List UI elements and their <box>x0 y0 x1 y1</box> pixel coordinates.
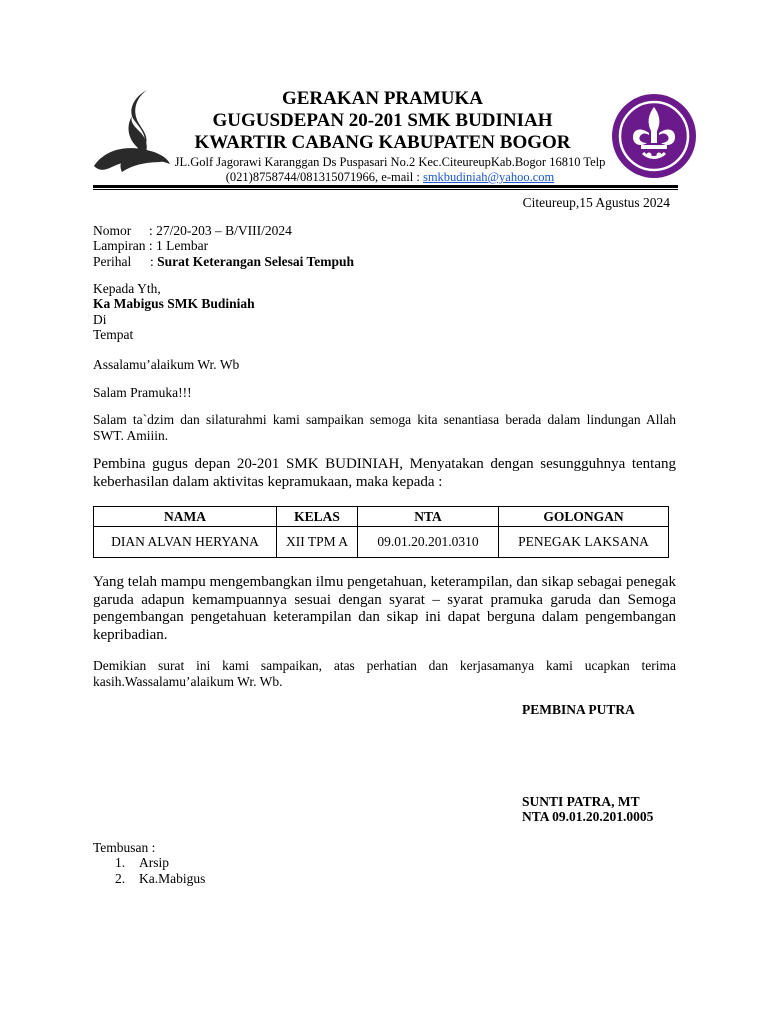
list-number: 2. <box>115 871 126 886</box>
lampiran-value: : 1 Lembar <box>148 238 209 253</box>
table-row <box>94 527 669 558</box>
signature-name: SUNTI PATRA, MT <box>522 794 640 809</box>
paragraph-4: Demikian surat ini kami sampaikan, atas perhatian dan kerjasamanya kami ucapkan terima kasih.Wassalamu’alaikum Wr. Wb. <box>93 658 676 689</box>
paragraph-2: Pembina gugus depan 20-201 SMK BUDINIAH, Menyatakan dengan sesungguhnya tentang keberhasilan dalam aktivitas kepramukaan, maka kepada : <box>93 456 676 490</box>
list-number: 1. <box>115 855 126 870</box>
header-rule-thin <box>93 189 678 190</box>
recipient-line3: Di <box>93 312 107 327</box>
lampiran-label: Lampiran <box>93 238 146 253</box>
list-item <box>115 855 169 871</box>
org-address <box>160 155 620 185</box>
header-nta: NTA <box>358 507 499 527</box>
header-kelas: KELAS <box>277 507 358 527</box>
paragraph-3: Yang telah mampu mengembangkan ilmu pengetahuan, keterampilan, dan sikap sebagai penegak garuda adapun kemampuannya sesuai dengan syarat – syarat pramuka garuda dan Semoga pengembangan pengetahuan keterampilan dan sikap ini dapat berguna dalam pengembangan kepribadian. <box>93 574 676 643</box>
meta-perihal <box>93 254 354 270</box>
cell-kelas: XII TPM A <box>277 527 358 558</box>
list-item <box>115 871 205 887</box>
header-golongan: GOLONGAN <box>499 507 669 527</box>
recipient-line4: Tempat <box>93 327 134 342</box>
perihal-value: Surat Keterangan Selesai Tempuh <box>157 254 355 269</box>
salam-pramuka: Salam Pramuka!!! <box>93 385 192 400</box>
cell-nta: 09.01.20.201.0310 <box>358 527 499 558</box>
header-rule-thick <box>93 185 678 188</box>
tembusan-label: Tembusan : <box>93 840 156 855</box>
date-line: Citeureup,15 Agustus 2024 <box>522 195 670 210</box>
cell-golongan: PENEGAK LAKSANA <box>499 527 669 558</box>
world-scout-fleur-de-lis-logo <box>611 93 697 179</box>
signature-nta: NTA 09.01.20.201.0005 <box>522 809 654 824</box>
tembusan-item-1: Arsip <box>139 855 169 870</box>
member-table <box>93 506 669 558</box>
email-link[interactable]: smkbudiniah@yahoo.com <box>422 170 555 184</box>
org-title-line3: KWARTIR CABANG KABUPATEN BOGOR <box>194 132 571 153</box>
phone-text: (021)8758744/081315071966, e-mail : <box>225 170 423 184</box>
address-line1: JL.Golf Jagorawi Karanggan Ds Puspasari No.2 Kec.CiteureupKab.Bogor 16810 Telp <box>174 155 606 169</box>
nomor-value: : 27/20-203 – B/VIII/2024 <box>149 223 292 238</box>
table-header-row <box>94 507 669 527</box>
nomor-label: Nomor <box>93 223 132 238</box>
org-title-line1: GERAKAN PRAMUKA <box>281 88 484 109</box>
recipient-line2: Ka Mabigus SMK Budiniah <box>93 296 255 311</box>
meta-lampiran <box>93 238 208 254</box>
perihal-colon: : <box>150 254 154 269</box>
cell-nama: DIAN ALVAN HERYANA <box>94 527 277 558</box>
meta-nomor <box>93 223 292 239</box>
greeting: Assalamu’alaikum Wr. Wb <box>93 357 240 372</box>
tembusan-item-2: Ka.Mabigus <box>139 871 206 886</box>
signature-role: PEMBINA PUTRA <box>522 702 635 717</box>
paragraph-1: Salam ta`dzim dan silaturahmi kami sampaikan semoga kita senantiasa berada dalam lindungan Allah SWT. Amiiin. <box>93 412 676 443</box>
perihal-label: Perihal <box>93 254 132 269</box>
recipient-line1: Kepada Yth, <box>93 281 161 296</box>
header-nama: NAMA <box>94 507 277 527</box>
org-title-line2: GUGUSDEPAN 20-201 SMK BUDINIAH <box>212 110 553 131</box>
address-line2 <box>160 170 620 185</box>
